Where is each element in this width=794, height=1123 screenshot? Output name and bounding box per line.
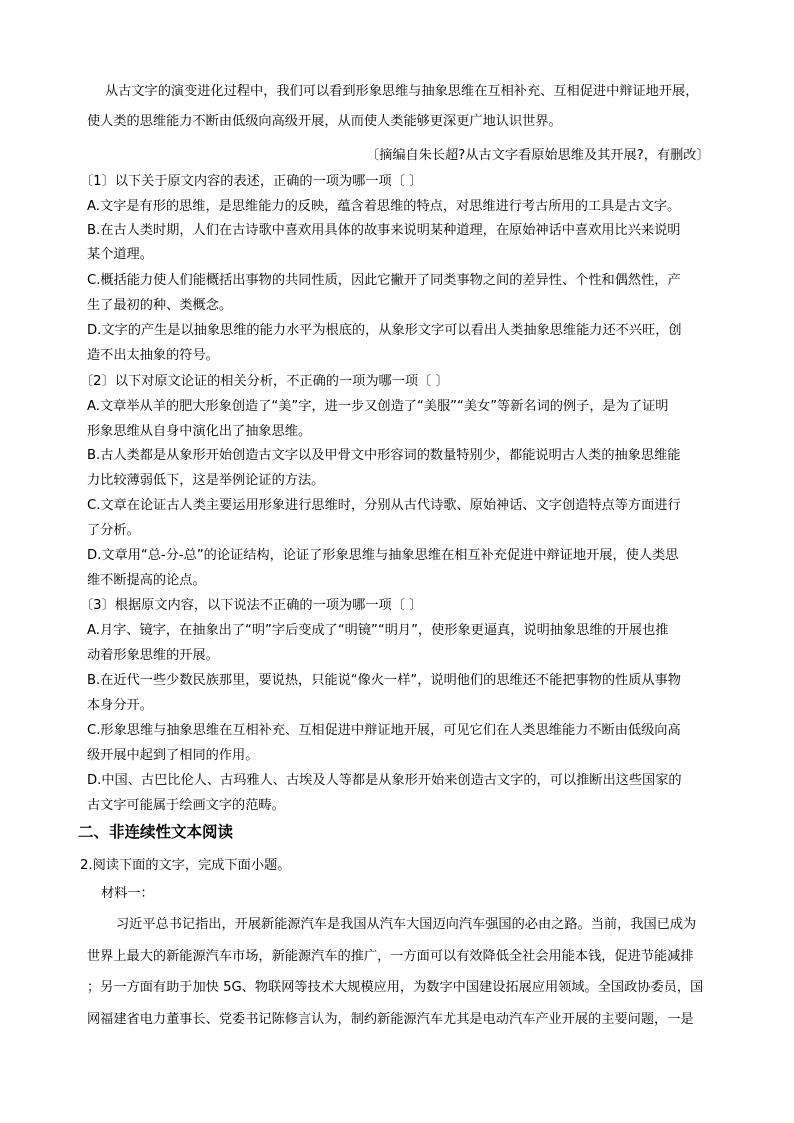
section-instruction: 2.阅读下面的文字，完成下面小题。 [80,858,291,873]
q3-option-d-line-1: D.中国、古巴比伦人、古玛雅人、古埃及人等都是从象形开始来创造古文字的，可以推断出这些国家的 [87,773,682,788]
question-3-stem: 〔3〕根据原文内容，以下说法不正确的一项为哪一项〔 〕 [80,598,423,613]
material-label: 材料一： [101,886,154,901]
q1-option-d-line-2: 造不出太抽象的符号。 [87,348,219,363]
intro-line-1: 从古文字的演变进化过程中，我们可以看到形象思维与抽象思维在互相补充、互相促进中辩证地开展， [105,84,699,99]
q2-option-c-line-2: 了分析。 [87,523,140,538]
source-citation: 〔摘编自朱长超?从古文字看原始思维及其开展?，有删改〕 [366,148,710,163]
material-para-line-3: ；另一方面有助于加快 5G、物联网等技术大规模应用，为数字中国建设拓展应用领域。全国政协委员，国 [87,980,704,995]
q3-option-b-line-2: 本身分开。 [87,698,153,713]
q3-option-c-line-1: C.形象思维与抽象思维在互相补充、互相促进中辩证地开展，可见它们在人类思维能力不断由低级向高 [87,723,681,738]
material-para-line-2: 世界上最大的新能源汽车市场，新能源汽车的推广，一方面可以有效降低全社会用能本钱，促进节能减排 [87,949,694,964]
q2-option-d-line-1: D.文章用“总-分-总”的论证结构，论证了形象思维与抽象思维在相互补充促进中辩证地开展，使人类思 [87,548,679,563]
q3-option-d-line-2: 古文字可能属于绘画文字的范畴。 [87,798,285,813]
q2-option-c-line-1: C.文章在论证古人类主要运用形象进行思维时，分别从古代诗歌、原始神话、文字创造特点等方面进行 [87,498,681,513]
q3-option-c-line-2: 级开展中起到了相同的作用。 [87,748,259,763]
q3-option-a-line-1: A.月字、镜字，在抽象出了“明”字后变成了“明镜”“明月”，使形象更逼真，说明抽象思维的开展也推 [87,623,669,638]
q1-option-b-line-1: B.在古人类时期，人们在古诗歌中喜欢用具体的故事来说明某种道理，在原始神话中喜欢用比兴来说明 [87,223,681,238]
question-2-stem: 〔2〕以下对原文论证的相关分析，不正确的一项为哪一项〔 〕 [80,374,449,389]
q3-option-a-line-2: 动着形象思维的开展。 [87,648,219,663]
material-para-line-4: 网福建省电力董事长、党委书记陈修言认为，制约新能源汽车尤其是电动汽车产业开展的主要问题，一是 [87,1012,694,1027]
q1-option-b-line-2: 某个道理。 [87,247,153,262]
q3-option-b-line-1: B.在近代一些少数民族那里，要说热，只能说“像火一样”，说明他们的思维还不能把事物的性质从事物 [87,673,681,688]
q1-option-d-line-1: D.文字的产生是以抽象思维的能力水平为根底的，从象形文字可以看出人类抽象思维能力还不兴旺，创 [87,323,682,338]
material-para-line-1: 习近平总书记指出，开展新能源汽车是我国从汽车大国迈向汽车强国的必由之路。当前，我国已成为 [116,917,697,932]
section-heading: 二、非连续性文本阅读 [78,823,234,841]
q1-option-a-line-1: A.文字是有形的思维，是思维能力的反映，蕴含着思维的特点，对思维进行考古所用的工具是古文字。 [87,199,681,214]
intro-line-2: 使人类的思维能力不断由低级向高级开展，从而使人类能够更深更广地认识世界。 [87,114,562,129]
q2-option-d-line-2: 维不断提高的论点。 [87,573,206,588]
q2-option-b-line-1: B.古人类都是从象形开始创造古文字以及甲骨文中形容词的数量特别少，都能说明古人类的抽象思维能 [87,448,681,463]
q1-option-c-line-1: C.概括能力使人们能概括出事物的共同性质，因此它撇开了同类事物之间的差异性、个性和偶然性，产 [87,273,681,288]
question-1-stem: 〔1〕以下关于原文内容的表述，正确的一项为哪一项〔 〕 [80,174,423,189]
q2-option-a-line-2: 形象思维从自身中演化出了抽象思维。 [87,424,312,439]
q2-option-b-line-2: 力比较薄弱低下，这是举例论证的方法。 [87,473,325,488]
q2-option-a-line-1: A.文章举从羊的肥大形象创造了“美”字，进一步又创造了“美服”“美女”等新名词的例子，是为了证明 [87,399,669,414]
q1-option-c-line-2: 生了最初的种、类概念。 [87,298,233,313]
